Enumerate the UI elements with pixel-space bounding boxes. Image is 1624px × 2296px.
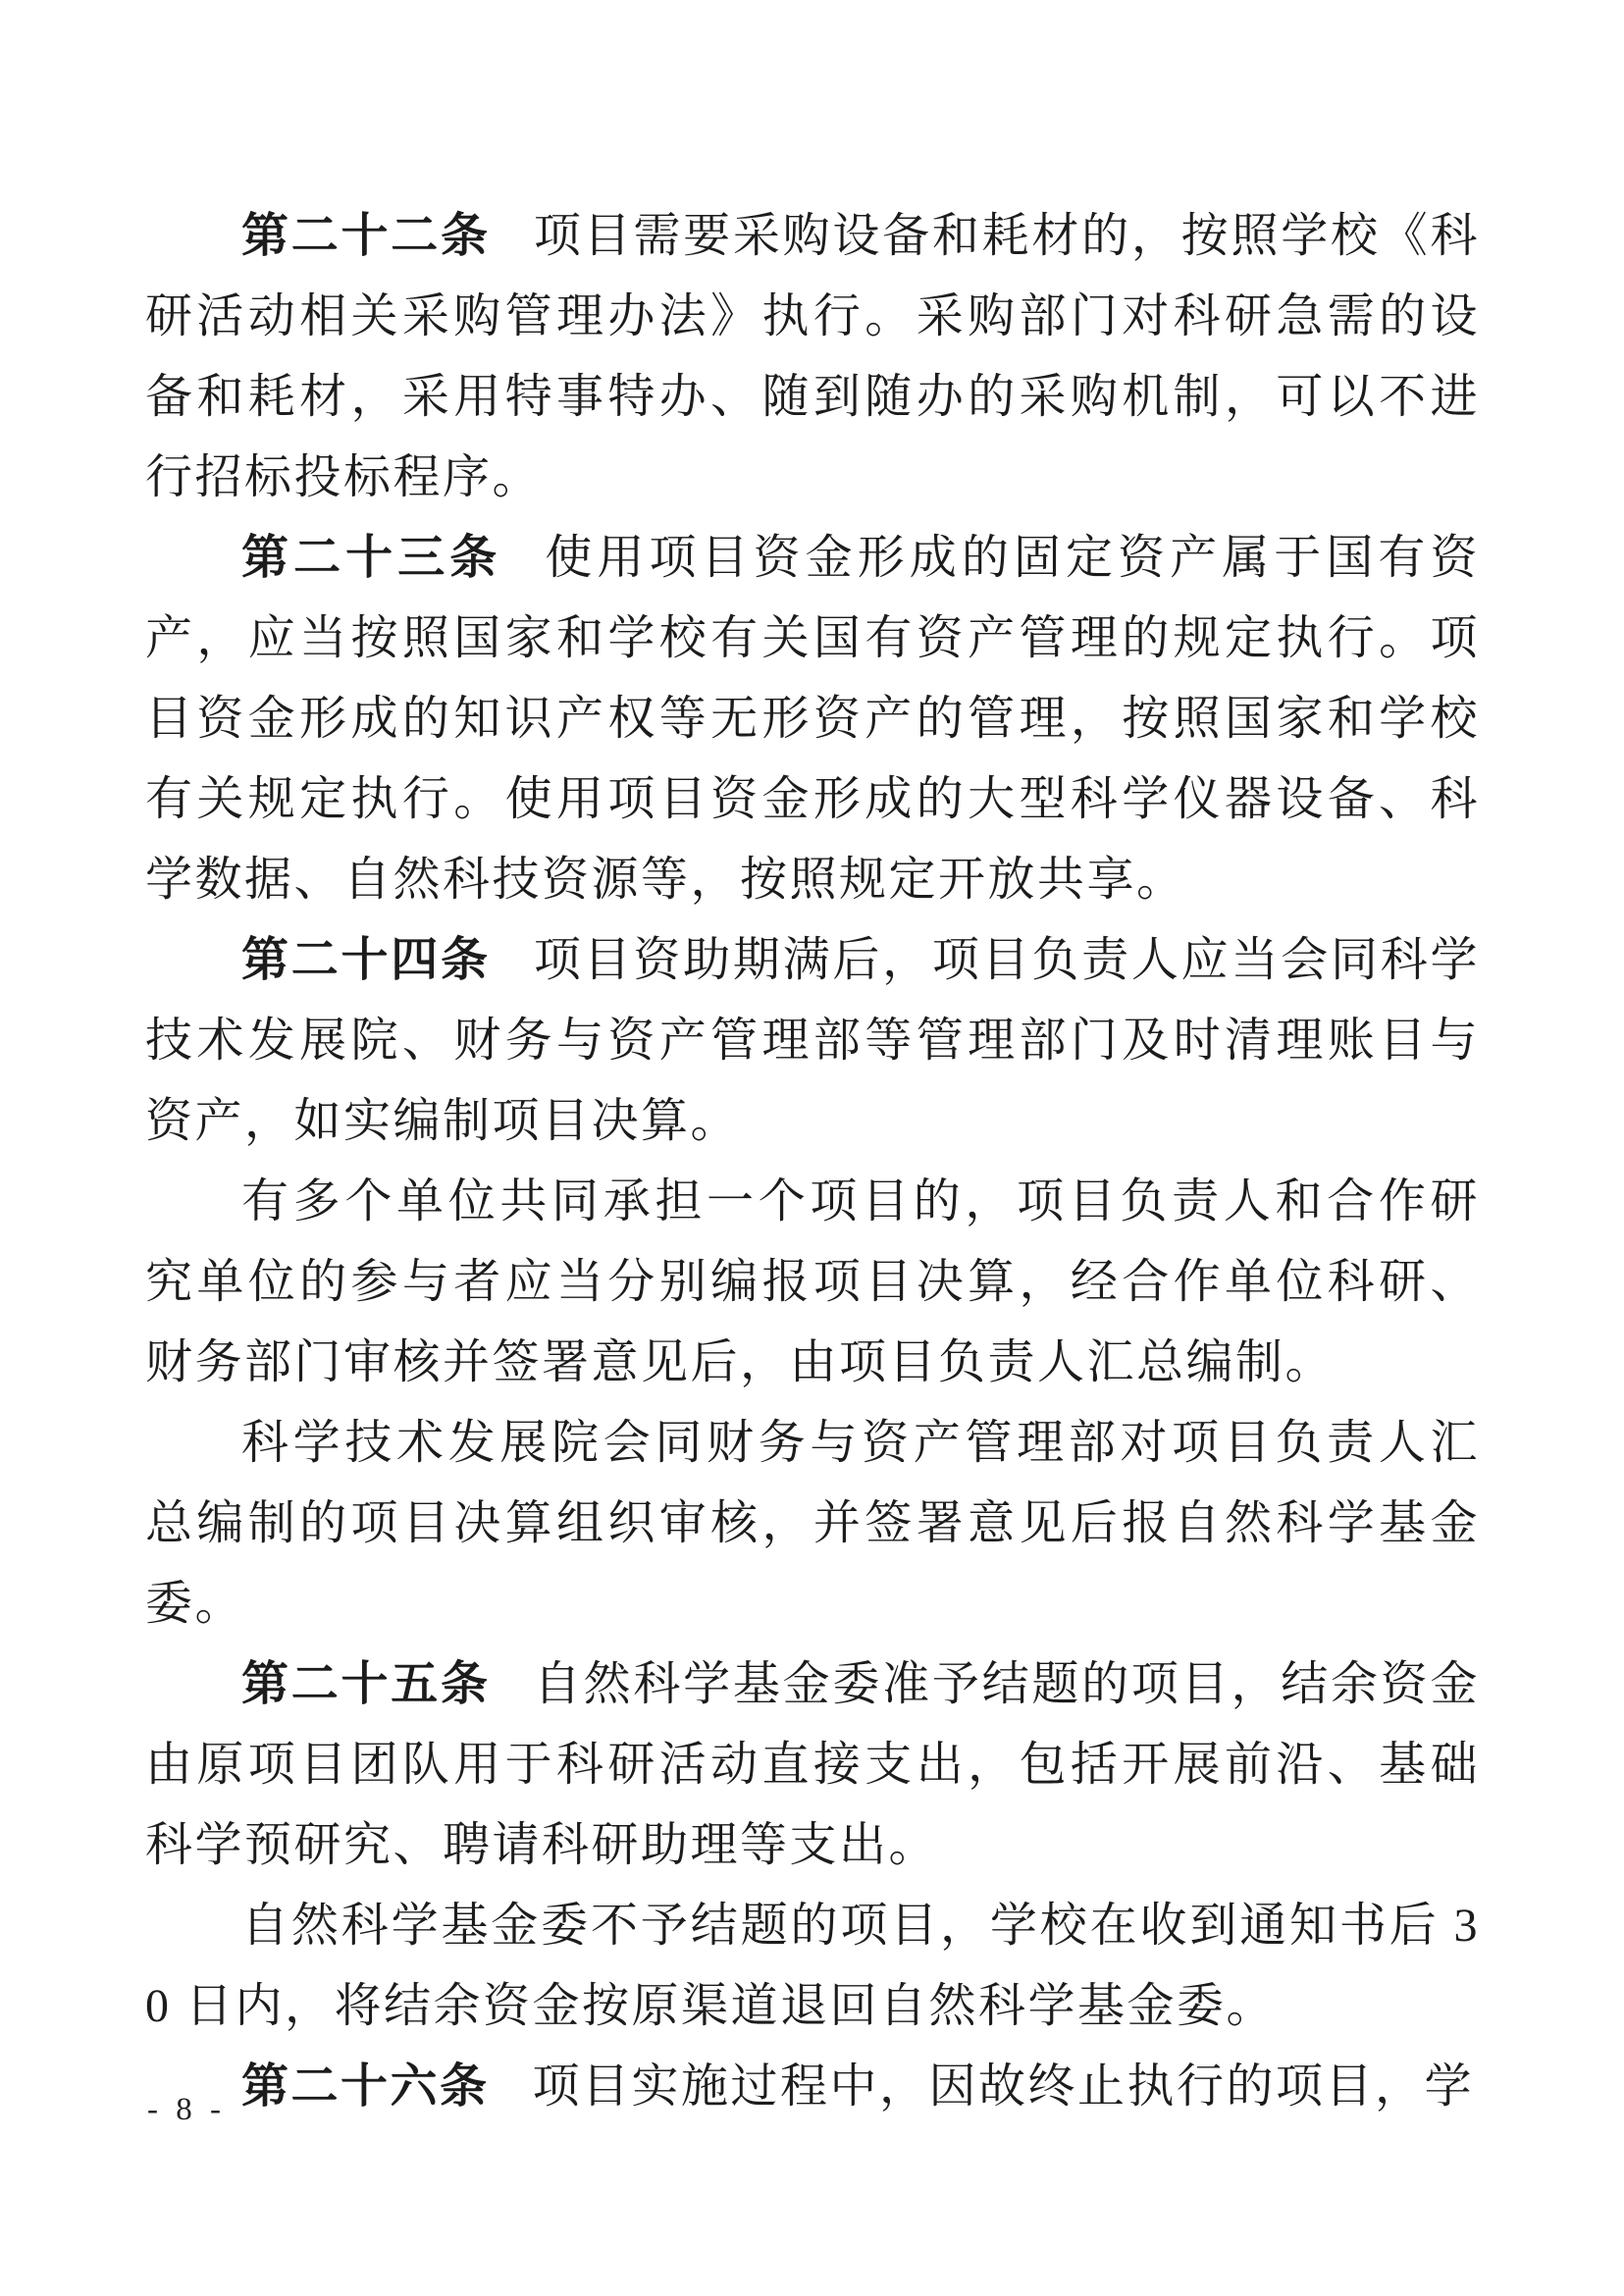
- paragraph-article-22: [145, 196, 1480, 518]
- article-25-number: 第二十五条: [241, 1658, 491, 1710]
- article-22-number: 第二十二条: [241, 210, 491, 262]
- article-22-text: 项目需要采购设备和耗材的，按照学校《科研活动相关采购管理办法》执行。采购部门对科研急需的设备和耗材，采用特事特办、随到随办的采购机制，可以不进行招标投标程序。: [145, 210, 1480, 503]
- page-number: - 8 -: [147, 2092, 226, 2127]
- article-26-text: 项目实施过程中，因故终止执行的项目，学: [532, 2061, 1475, 2113]
- paragraph-joint-projects: [145, 1162, 1480, 1403]
- article-26-number: 第二十六条: [241, 2061, 490, 2113]
- paragraph-joint-projects-text: 有多个单位共同承担一个项目的，项目负责人和合作研究单位的参与者应当分别编报项目决算，经合作单位科研、财务部门审核并签署意见后，由项目负责人汇总编制。: [145, 1175, 1480, 1388]
- paragraph-article-24: [145, 920, 1480, 1162]
- article-24-text: 项目资助期满后，项目负责人应当会同科学技术发展院、财务与资产管理部等管理部门及时清理账目与资产，如实编制项目决算。: [145, 934, 1480, 1147]
- paragraph-audit-review: [145, 1403, 1480, 1644]
- document-body: [145, 196, 1480, 2127]
- paragraph-refund-rule: [145, 1886, 1480, 2047]
- article-23-number: 第二十三条: [241, 532, 502, 584]
- paragraph-audit-review-text: 科学技术发展院会同财务与资产管理部对项目负责人汇总编制的项目决算组织审核，并签署意见后报自然科学基金委。: [145, 1417, 1480, 1630]
- paragraph-article-26: [145, 2047, 1480, 2127]
- paragraph-refund-rule-text: 自然科学基金委不予结题的项目，学校在收到通知书后 30 日内，将结余资金按原渠道退回自然科学基金委。: [145, 1900, 1480, 2032]
- article-23-text: 使用项目资金形成的固定资产属于国有资产，应当按照国家和学校有关国有资产管理的规定执行。项目资金形成的知识产权等无形资产的管理，按照国家和学校有关规定执行。使用项目资金形成的大型科学仪器设备、科学数据、自然科技资源等，按照规定开放共享。: [145, 532, 1480, 906]
- paragraph-article-23: [145, 518, 1480, 920]
- paragraph-article-25: [145, 1644, 1480, 1886]
- article-24-number: 第二十四条: [241, 934, 491, 986]
- article-25-text: 自然科学基金委准予结题的项目，结余资金由原项目团队用于科研活动直接支出，包括开展前沿、基础科学预研究、聘请科研助理等支出。: [145, 1658, 1480, 1871]
